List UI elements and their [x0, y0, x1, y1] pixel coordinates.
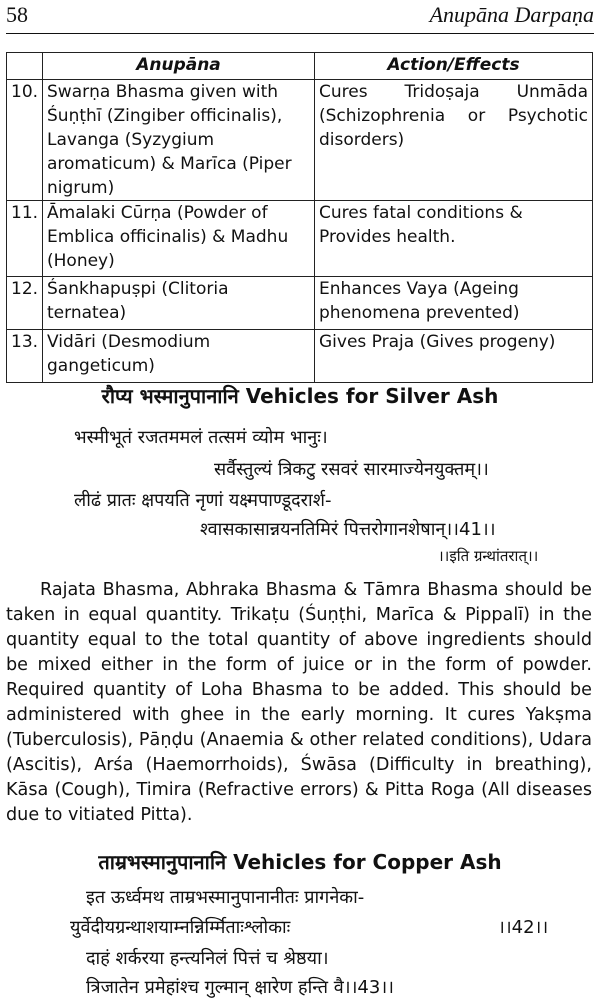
- anupana-table: [6, 52, 593, 383]
- verse-line: लीढं प्रातः क्षपयति नृणां यक्ष्मपाण्डूदरार्श-: [74, 490, 332, 511]
- section-title-sanskrit: रौप्य भस्मानुपानानि: [101, 384, 239, 408]
- running-title: Anupāna Darpaṇa: [429, 2, 594, 27]
- header-blank-cell: [7, 53, 43, 80]
- table-row: [7, 80, 593, 201]
- effect-cell: Enhances Vaya (Ageing phenomena prevented): [315, 277, 593, 330]
- anupana-cell: Śankhapuṣpi (Clitoria ternatea): [43, 277, 315, 330]
- row-number: 11.: [7, 201, 43, 277]
- section-title-sanskrit: ताम्रभस्मानुपानानि: [98, 850, 227, 874]
- row-number: 12.: [7, 277, 43, 330]
- effect-cell: Gives Praja (Gives progeny): [315, 330, 593, 383]
- table-header-row: [7, 53, 593, 80]
- verse-line: दाहं शर्करया हन्त्यनिलं पित्तं च श्रेष्ठया।: [86, 948, 329, 969]
- effect-cell: Cures fatal conditions & Provides health.: [315, 201, 593, 277]
- header-rule: [6, 33, 594, 34]
- table-row: [7, 330, 593, 383]
- verse-colophon: ।।इति ग्रन्थांतरात्।।: [438, 547, 539, 565]
- anupana-cell: Vidāri (Desmodium gangeticum): [43, 330, 315, 383]
- section-title-copper: [0, 848, 600, 875]
- section-title-silver: [0, 382, 600, 409]
- table-row: [7, 277, 593, 330]
- verse-line: श्वासकासान्नयनतिमिरं पित्तरोगानशेषान्।।41।।: [200, 519, 496, 540]
- row-number: 10.: [7, 80, 43, 201]
- silver-ash-paragraph: [6, 578, 592, 828]
- verse-line: भस्मीभूतं रजतममलं तत्समं व्योम भानुः।: [74, 427, 328, 448]
- effect-cell: Cures Tridoṣaja Unmāda (Schizophrenia or Psychotic disorders): [315, 80, 593, 201]
- verse-line: सर्वैस्तुल्यं त्रिकटु रसवरं सारमाज्येनयुक्तम्।।: [214, 459, 489, 480]
- column-header-anupana: Anupāna: [43, 53, 315, 80]
- table-row: [7, 201, 593, 277]
- section-title-english: Vehicles for Copper Ash: [233, 850, 502, 874]
- verse-line: युर्वेदीयग्रन्थाशयाम्नन्निर्म्मिताःश्लोकाः: [70, 917, 291, 938]
- column-header-action: Action/Effects: [315, 53, 593, 80]
- page-header: [0, 0, 600, 34]
- section-title-english: Vehicles for Silver Ash: [245, 384, 499, 408]
- row-number: 13.: [7, 330, 43, 383]
- verse-line: इत ऊर्ध्वमथ ताम्रभस्मानुपानानीतः प्रागनेका-: [86, 887, 365, 908]
- anupana-cell: Swarṇa Bhasma given with Śuṇṭhī (Zingiber officinalis), Lavanga (Syzygium aromaticum) & Marīca (Piper nigrum): [43, 80, 315, 201]
- anupana-cell: Āmalaki Cūrṇa (Powder of Emblica officinalis) & Madhu (Honey): [43, 201, 315, 277]
- verse-line: त्रिजातेन प्रमेहांश्च गुल्मान् क्षारेण हन्ति वै।।43।।: [86, 977, 394, 998]
- page-number: 58: [6, 2, 28, 27]
- paragraph-text: Rajata Bhasma, Abhraka Bhasma & Tāmra Bhasma should be taken in equal quantity. Trikaṭu (Śuṇṭhi, Marīca & Pippalī) in the quantity equal to the total quantity of above ingredients should be mixed either in the form of juice or in the form of powder. Required quantity of Loha Bhasma to be added. This should be administered with ghee in the early morning. It cures Yakṣma (Tuberculosis), Pāṇḍu (Anaemia & other related conditions), Udara (Ascitis), Arśa (Haemorrhoids), Śwāsa (Difficulty in breathing), Kāsa (Cough), Timira (Refractive errors) & Pitta Roga (All diseases due to vitiated Pitta).: [6, 580, 592, 825]
- verse-number: ।।42।।: [498, 917, 549, 938]
